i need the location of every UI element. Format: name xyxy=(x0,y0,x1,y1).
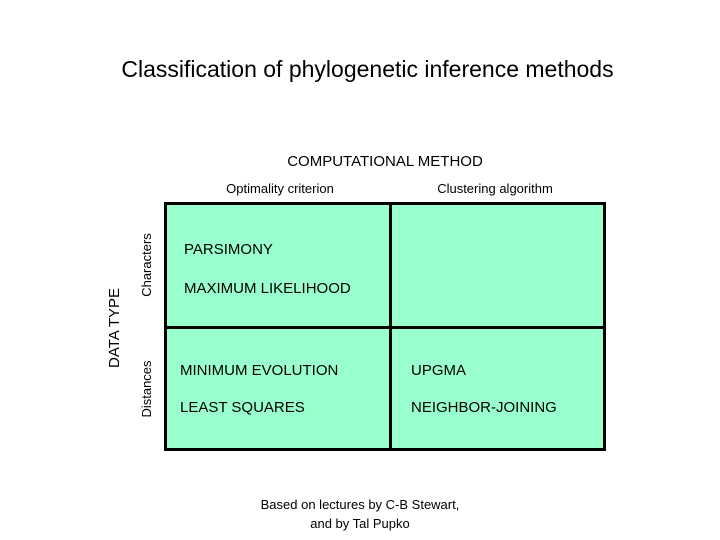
credit-line-1: Based on lectures by C-B Stewart, xyxy=(260,497,460,512)
cell-neighbor-joining: NEIGHBOR-JOINING xyxy=(411,399,557,416)
cell-least-squares: LEAST SQUARES xyxy=(180,399,305,416)
cell-minimum-evolution: MINIMUM EVOLUTION xyxy=(180,362,339,379)
slide-title: Classification of phylogenetic inference methods xyxy=(121,56,614,82)
row-header-distances: Distances xyxy=(139,360,154,418)
credit-line-2: and by Tal Pupko xyxy=(310,516,410,531)
cell-upgma: UPGMA xyxy=(411,362,467,379)
classification-grid xyxy=(164,202,606,451)
cell-maximum-likelihood: MAXIMUM LIKELIHOOD xyxy=(184,280,351,297)
data-type-label: DATA TYPE xyxy=(106,287,123,369)
computational-method-header: COMPUTATIONAL METHOD xyxy=(287,153,483,170)
cell-parsimony: PARSIMONY xyxy=(184,241,273,258)
row-header-characters: Characters xyxy=(139,233,154,297)
column-header-clustering-algorithm: Clustering algorithm xyxy=(437,181,553,196)
grid-horizontal-divider xyxy=(167,326,603,329)
credit-note xyxy=(230,495,490,533)
column-header-optimality-criterion: Optimality criterion xyxy=(226,181,334,196)
